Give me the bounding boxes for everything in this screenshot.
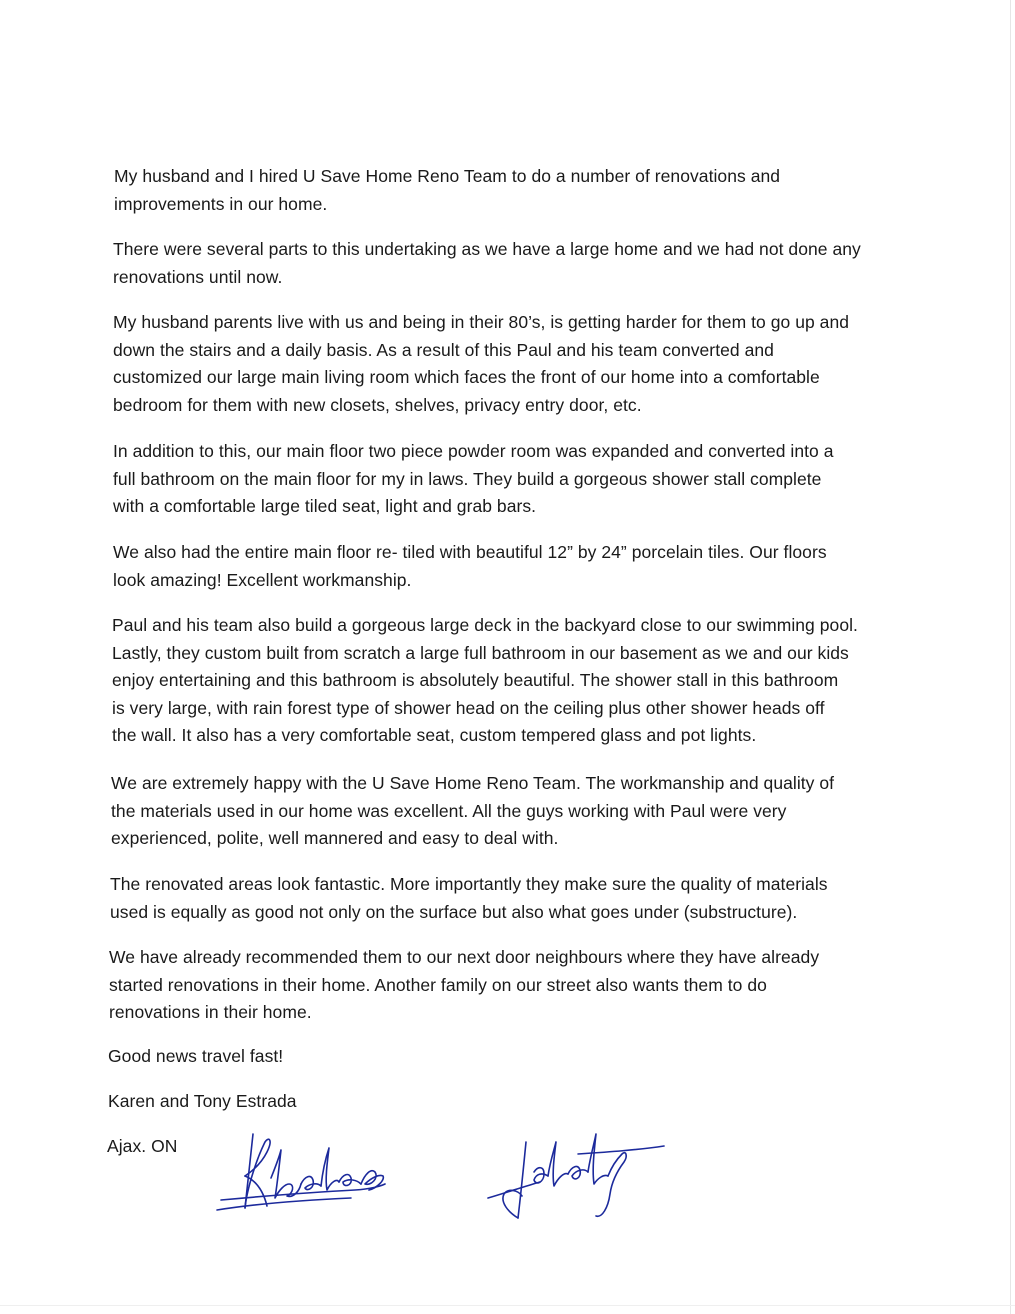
scan-edge-right [1010, 0, 1011, 1314]
signature-karen [215, 1128, 390, 1218]
paragraph-powder-room: In addition to this, our main floor two piece powder room was expanded and converted into a full bathroom on the main floor for my in laws. They build a gorgeous shower stall complete with a comfortable large tiled seat, light and grab bars. [113, 441, 834, 516]
signoff-location: Ajax. ON [107, 1136, 178, 1156]
paragraph-hiring: My husband and I hired U Save Home Reno Team to do a number of renovations and improvements in our home. [114, 166, 781, 214]
paragraph-scope: There were several parts to this undertaking as we have a large home and we had not done any renovations until now. [113, 239, 861, 287]
paragraph-quality: The renovated areas look fantastic. More importantly they make sure the quality of materials used is equally as good not only on the surface but also what goes under (substructure). [110, 874, 828, 922]
paragraph-recommendation: We have already recommended them to our next door neighbours where they have already started renovations in their home. Another family on our street also wants them to do renovations in their home. [109, 947, 820, 1022]
paragraph-tiles: We also had the entire main floor re- tiled with beautiful 12” by 24” porcelain tiles. Our floors look amazing! Excellent workmanship. [113, 542, 827, 590]
paragraph-satisfaction: We are extremely happy with the U Save Home Reno Team. The workmanship and quality of the materials used in our home was excellent. All the guys working with Paul were very experienced, polite, well mannered and easy to deal with. [111, 773, 835, 848]
signoff-names: Karen and Tony Estrada [108, 1091, 297, 1111]
paragraph-living-room: My husband parents live with us and being in their 80’s, is getting harder for them to go up and down the stairs and a daily basis. As a result of this Paul and his team converted and customized our large main living room which faces the front of our home into a comfortable bedroom for them with new closets, shelves, privacy entry door, etc. [113, 312, 850, 415]
paragraph-deck-basement: Paul and his team also build a gorgeous large deck in the backyard close to our swimming pool. Lastly, they custom built from scratch a large full bathroom in our basement as we and our kids enjoy entertaining and this bathroom is absolutely beautiful. The shower stall in this bathroom is very large, with rain forest type of shower head on the ceiling plus other shower heads off the wall. It also has a very comfortable seat, custom tempered glass and pot lights. [112, 615, 858, 745]
scan-edge-bottom [0, 1305, 1015, 1306]
paragraph-closing: Good news travel fast! [108, 1046, 284, 1066]
signature-tony [478, 1122, 668, 1232]
